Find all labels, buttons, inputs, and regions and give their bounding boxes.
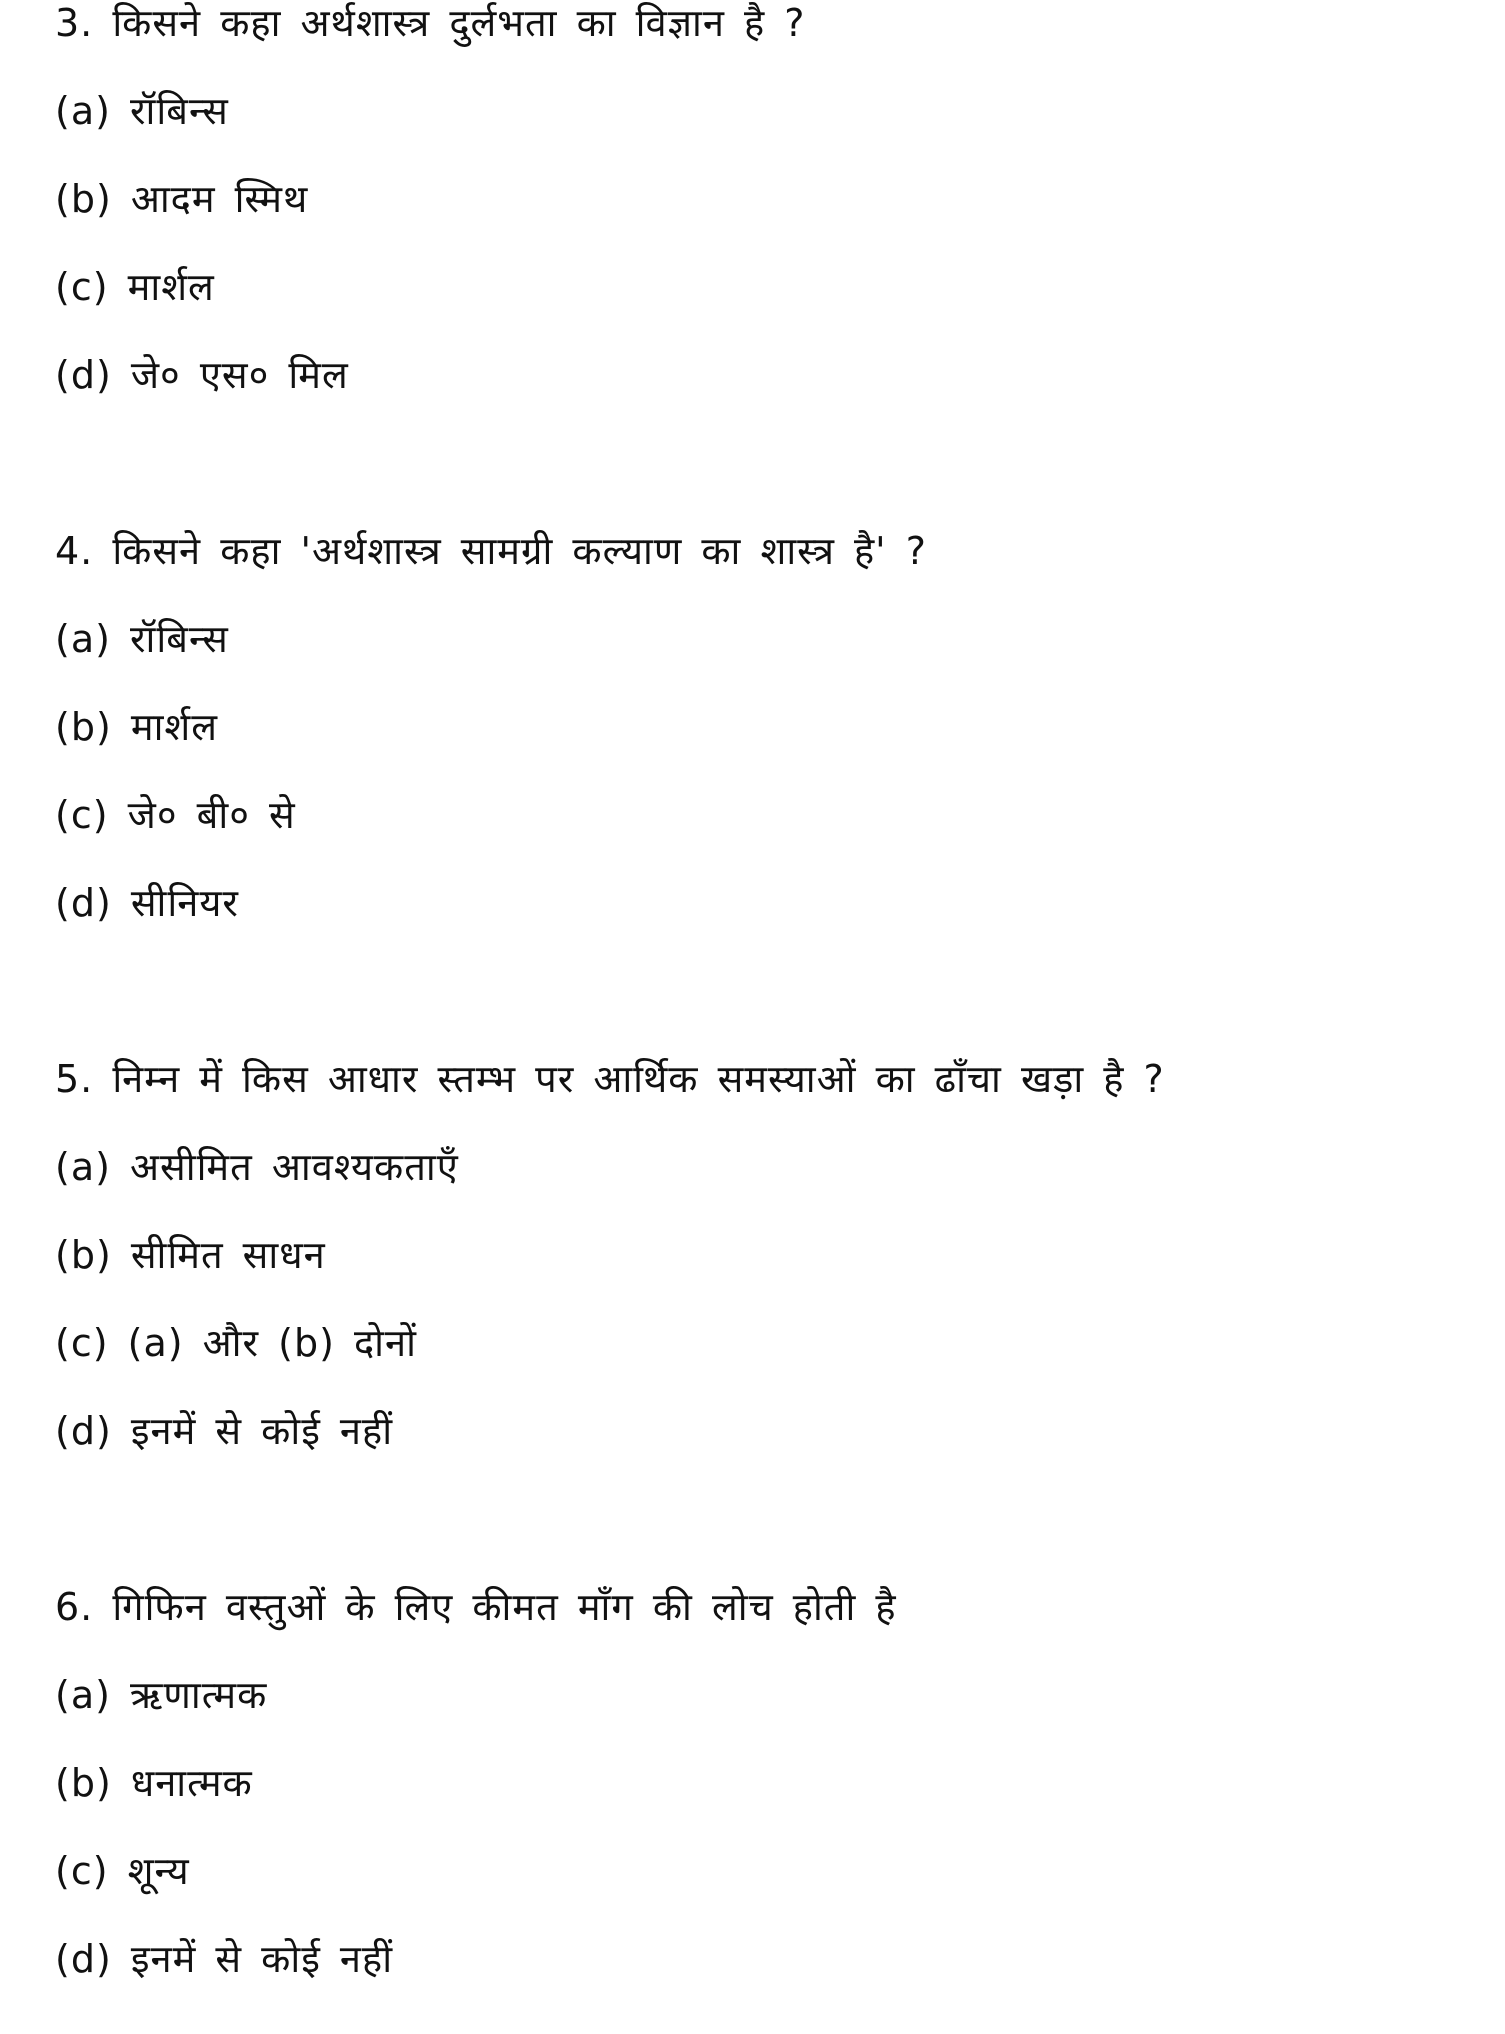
option-d: (d) इनमें से कोई नहीं (55, 1937, 394, 1981)
option-c: (c) मार्शल (55, 265, 215, 309)
option-c: (c) शून्य (55, 1849, 190, 1893)
question-stem: 4. किसने कहा 'अर्थशास्त्र सामग्री कल्याण का शास्त्र है' ? (55, 529, 927, 573)
option-c: (c) जे० बी० से (55, 793, 296, 837)
question-5 (55, 1048, 1455, 1488)
option-b: (b) सीमित साधन (55, 1233, 326, 1277)
question-3 (55, 0, 1455, 432)
option-a: (a) ऋणात्मक (55, 1673, 268, 1717)
option-b: (b) आदम स्मिथ (55, 177, 309, 221)
option-d: (d) इनमें से कोई नहीं (55, 1409, 394, 1453)
option-c: (c) (a) और (b) दोनों (55, 1321, 417, 1365)
question-stem: 3. किसने कहा अर्थशास्त्र दुर्लभता का विज्ञान है ? (55, 1, 806, 45)
option-a: (a) असीमित आवश्यकताएँ (55, 1145, 459, 1189)
question-4 (55, 520, 1455, 960)
question-stem: 6. गिफिन वस्तुओं के लिए कीमत माँग की लोच होती है (55, 1585, 897, 1629)
option-a: (a) रॉबिन्स (55, 89, 229, 133)
question-6 (55, 1576, 1455, 2016)
option-b: (b) धनात्मक (55, 1761, 253, 1805)
question-stem: 5. निम्न में किस आधार स्तम्भ पर आर्थिक समस्याओं का ढाँचा खड़ा है ? (55, 1057, 1165, 1101)
option-d: (d) सीनियर (55, 881, 239, 925)
option-d: (d) जे० एस० मिल (55, 353, 349, 397)
option-b: (b) मार्शल (55, 705, 219, 749)
option-a: (a) रॉबिन्स (55, 617, 229, 661)
